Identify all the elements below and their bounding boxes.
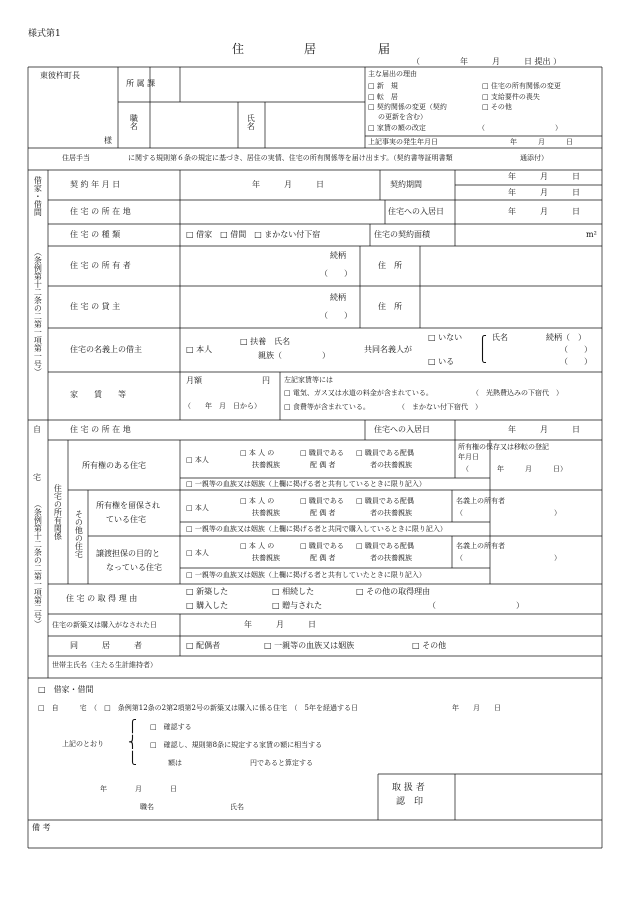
reg-date: （ 年 月 日）	[462, 465, 567, 473]
own-location-label: 住 宅 の 所 在 地	[70, 425, 131, 434]
own-staff-d: 者の扶養親族	[370, 461, 412, 469]
own-dep-b: 扶養親族	[252, 461, 280, 469]
incl-heading: 左記家賃等には	[284, 376, 333, 384]
res-staff-d: 者の扶養親族	[370, 509, 412, 517]
reason-rent-change: 家賃の額の改定	[376, 124, 426, 132]
confirm-rent: 借家・借間	[53, 685, 94, 694]
res-dep-a: 本 人 の	[248, 497, 275, 505]
handler-label: 取 扱 者	[392, 783, 425, 793]
own-staff-c: 職員である配偶	[364, 449, 414, 457]
col-staff-a: 職員である	[308, 542, 344, 550]
contract-date-label: 契 約 年 月 日	[70, 180, 121, 189]
col-dep-a: 本 人 の	[248, 542, 275, 550]
dept-label: 所 属 課	[126, 79, 156, 88]
col-nominal-paren: （ ）	[456, 554, 561, 562]
contract-date: 年 月 日	[252, 180, 324, 189]
kin-note-3: 一親等の血族又は姻族（上欄に掲げる者と共有していたときに限り記入）	[194, 571, 426, 579]
checkbox-res-staff[interactable]: □	[300, 497, 307, 505]
build-date-label: 住宅の新築又は購入がなされた日	[52, 621, 157, 629]
acq-new-build: 新築した	[196, 587, 229, 596]
checkbox-confirm-rent[interactable]: □	[38, 685, 46, 694]
seal-label: 認 印	[396, 797, 424, 807]
acq-other: その他の取得理由	[366, 587, 431, 596]
res-nominal-owner: 名義上の所有者	[456, 497, 505, 505]
staff-name-label: 氏名	[230, 803, 244, 811]
kind-options: 借家 □ 借間 □ まかない付下宿	[196, 230, 321, 239]
col-staff-c: 職員である配偶	[364, 542, 414, 550]
owner-rel-label: 続柄	[330, 251, 346, 260]
checkbox-kin-1[interactable]: □	[186, 480, 193, 488]
area-unit: m²	[586, 230, 597, 239]
kin-note-2: 一親等の血族又は姻族（上欄に掲げる者と共同で購入しているときに限り記入）	[194, 525, 447, 533]
kin-note-1: 一親等の血族又は姻族（上欄に掲げる者と共有しているときに限り記入）	[194, 480, 426, 488]
checkbox-other-acq[interactable]: □	[356, 587, 364, 596]
checkbox-own-dep[interactable]: □	[240, 449, 247, 457]
col-nominal-owner: 名義上の所有者	[456, 542, 505, 550]
confirm-brace-bottom: ⎩	[128, 751, 137, 765]
checkbox-inherit[interactable]: □	[272, 587, 280, 596]
checkbox-loss[interactable]: □	[482, 93, 489, 101]
confirm-text: 確認する	[163, 723, 192, 731]
reg-label-1: 所有権の保存又は移転の登記	[458, 443, 549, 451]
nominal-close: ）	[322, 351, 330, 360]
checkbox-purchase[interactable]: □	[186, 601, 194, 610]
checkbox-own-staff[interactable]: □	[300, 449, 307, 457]
checkbox-gift[interactable]: □	[272, 601, 280, 610]
res-staff-c: 職員である配偶	[364, 497, 414, 505]
checkbox-spouse[interactable]: □	[186, 641, 194, 650]
occur-date-label: 上記事実の発生年月日	[368, 138, 438, 146]
rent-monthly-label: 月額	[186, 376, 202, 385]
staff-title-label: 職名	[140, 803, 154, 811]
checkbox-none[interactable]: □	[428, 333, 436, 342]
checkbox-kin-2[interactable]: □	[186, 525, 193, 533]
build-date: 年 月 日	[244, 620, 316, 629]
nominal-self: 本人	[196, 345, 213, 354]
household-head-label: 世帯主氏名（主たる生計維持者）	[52, 661, 157, 669]
own-side-b: 宅	[33, 473, 41, 482]
col-self: 本人	[194, 549, 209, 557]
checkbox-self[interactable]: □	[186, 345, 194, 354]
nominal-label: 住宅の名義上の借主	[70, 345, 142, 354]
nominal-dep-name: 氏名	[274, 337, 291, 346]
rent-label: 家 賃 等	[70, 390, 126, 399]
rental-side-label: 借家・借間	[33, 176, 43, 216]
reg-label-2: 年月日	[458, 453, 479, 461]
res-self: 本人	[194, 504, 209, 512]
cohab-other: その他	[422, 641, 447, 650]
reason-move: 転 居	[376, 93, 398, 101]
checkbox-contract[interactable]: □	[368, 103, 375, 111]
res-staff-b: 配 偶 者	[310, 509, 336, 517]
checkbox-new-build[interactable]: □	[186, 587, 194, 596]
submit-date: （ 年 月 日 提出 ）	[412, 57, 562, 66]
sign-date: 年 月 日	[100, 785, 177, 793]
col-staff-d: 者の扶養親族	[370, 554, 412, 562]
co-none: いない	[438, 333, 463, 342]
checkbox-cohab-other[interactable]: □	[412, 641, 420, 650]
co-exists: いる	[438, 357, 455, 366]
name-label: 氏名	[246, 114, 256, 130]
owner-label: 住 宅 の 所 有 者	[70, 261, 131, 270]
incl-meal-note: （ まかない付下宿代 ）	[398, 403, 482, 411]
reason-contract: 契約関係の変更（契約	[376, 103, 447, 111]
owner-addr-label: 住 所	[378, 261, 402, 270]
res-staff-a: 職員である	[308, 497, 344, 505]
co-owner-label: 共同名義人が	[364, 345, 412, 354]
confirm-brace-mid: ⎨	[128, 735, 137, 749]
col-dep-b: 扶養親族	[252, 554, 280, 562]
lender-rel-paren: （ ）	[320, 311, 352, 320]
occur-date: 年 月 日	[510, 138, 573, 146]
title-char-3: 届	[378, 42, 391, 56]
brace: ⎧	[478, 335, 487, 349]
acq-gift: 贈与された	[282, 601, 323, 610]
col-staff-b: 配 偶 者	[310, 554, 336, 562]
collat-label-1: 譲渡担保の目的と	[96, 549, 160, 558]
remarks-label: 備 考	[32, 823, 51, 832]
checkbox-own-self[interactable]: □	[186, 456, 193, 464]
checkbox-confirm[interactable]: □	[150, 723, 157, 731]
own-staff-b: 配 偶 者	[310, 461, 336, 469]
checkbox-exists[interactable]: □	[428, 357, 436, 366]
checkbox-confirm-own[interactable]: □	[38, 704, 45, 712]
amount-label: 額は	[168, 759, 182, 767]
checkbox-col-dep[interactable]: □	[240, 542, 247, 550]
reason-contract-2: の更新を含む）	[378, 113, 427, 121]
incl-utility: 電気、ガス又は水道の料金が含まれている。	[292, 389, 433, 397]
confirm-calc-text: 確認し、規則第8条に規定する家賃の額に相当する	[163, 741, 323, 749]
brace-bottom: ⎩	[478, 349, 487, 363]
checkbox-rent-change[interactable]: □	[368, 124, 375, 132]
own-side-clause: （条例第十二条の二第一項第二号）	[33, 500, 43, 628]
contract-period-label: 契約期間	[390, 180, 422, 189]
job-title-label: 職名	[129, 114, 139, 130]
own-staff-a: 職員である	[308, 449, 344, 457]
title-char-1: 住	[232, 42, 245, 56]
checkbox-owner-change[interactable]: □	[482, 82, 489, 90]
reason-new: 新 規	[376, 82, 398, 90]
amount-yen: 円であると算定する	[250, 759, 313, 767]
reason-paren: （ ）	[478, 124, 562, 132]
addressee: 東彼杵町長	[40, 71, 80, 80]
location-label: 住 宅 の 所 在 地	[70, 207, 131, 216]
form-number: 様式第1	[28, 29, 61, 39]
reserved-label-1: 所有権を留保され	[96, 501, 160, 510]
reserved-label-2: ている住宅	[106, 515, 146, 524]
incl-meal: 食費等が含まれている。	[292, 403, 370, 411]
movein-date: 年 月 日	[508, 207, 580, 216]
checkbox-res-self[interactable]: □	[186, 504, 193, 512]
own-movein-date: 年 月 日	[508, 425, 580, 434]
own-kind-label: 住宅の所有関係	[53, 484, 63, 540]
checkbox-kin[interactable]: □	[264, 641, 272, 650]
checkbox-col-self[interactable]: □	[186, 549, 193, 557]
rent-yen: 円	[262, 376, 270, 385]
confirm-own: 自 宅 （ □ 条例第12条の2第2項第2号の新築又は購入に係る住宅 （ 5年を経過する日	[51, 704, 358, 712]
co-rel-label: 続柄（ ）	[546, 333, 586, 342]
checkbox-res-dep[interactable]: □	[240, 497, 247, 505]
reason-other: その他	[490, 103, 512, 111]
cohab-kin: 一親等の血族又は姻族	[274, 641, 355, 650]
rental-side-clause: （条例第十二条の二第一項第一号）	[33, 248, 43, 376]
movein-label: 住宅への入居日	[388, 207, 444, 216]
cohab-label: 同 居 者	[70, 641, 142, 650]
checkbox-own-staff-dep[interactable]: □	[356, 449, 363, 457]
acq-label: 住 宅 の 取 得 理 由	[66, 594, 138, 603]
lender-addr-label: 住 所	[378, 302, 402, 311]
checkbox-col-staff-dep[interactable]: □	[356, 542, 363, 550]
own-movein-label: 住宅への入居日	[374, 425, 430, 434]
own-dep-a: 本 人 の	[248, 449, 275, 457]
area-label: 住宅の契約面積	[374, 230, 430, 239]
checkbox-kin-3[interactable]: □	[186, 571, 193, 579]
own-other-label: その他の住宅	[74, 510, 84, 558]
notice-c: 通添付）	[520, 154, 548, 162]
as-above: 上記のとおり	[62, 740, 104, 748]
own-self: 本人	[194, 456, 209, 464]
checkbox-house[interactable]: □	[186, 230, 194, 239]
checkbox-move[interactable]: □	[368, 93, 375, 101]
nominal-dep: 扶養	[250, 337, 267, 346]
lender-rel-label: 続柄	[330, 293, 346, 302]
reason-owner-change: 住宅の所有関係の変更	[490, 82, 561, 90]
honorific: 様	[104, 136, 112, 145]
acq-purchase: 購入した	[196, 601, 229, 610]
cohab-spouse: 配偶者	[196, 641, 221, 650]
rent-from: （ 年 月 日から）	[184, 402, 261, 410]
owned-label: 所有権のある住宅	[82, 461, 146, 470]
checkbox-res-staff-dep[interactable]: □	[356, 497, 363, 505]
res-dep-b: 扶養親族	[252, 509, 280, 517]
checkbox-meal[interactable]: □	[284, 403, 291, 411]
collat-label-2: なっている住宅	[106, 563, 162, 572]
checkbox-other[interactable]: □	[482, 103, 489, 111]
checkbox-dependent[interactable]: □	[240, 337, 248, 346]
acq-inherit: 相続した	[282, 587, 315, 596]
period-from: 年 月 日	[508, 172, 580, 181]
title-char-2: 居	[304, 42, 317, 56]
lender-label: 住 宅 の 貸 主	[70, 302, 121, 311]
own-side-a: 自	[33, 425, 41, 434]
checkbox-col-staff[interactable]: □	[300, 542, 307, 550]
checkbox-confirm-calc[interactable]: □	[150, 741, 157, 749]
co-rel-paren-3: （ ）	[560, 357, 592, 366]
co-rel-paren-2: （ ）	[560, 345, 592, 354]
owner-rel-paren: （ ）	[320, 269, 352, 278]
checkbox-new[interactable]: □	[368, 82, 375, 90]
res-nominal-paren: （ ）	[456, 509, 561, 517]
acq-paren: （ ）	[428, 601, 524, 610]
reason-heading: 主な届出の理由	[368, 70, 417, 78]
reason-loss: 支給要件の喪失	[490, 93, 540, 101]
confirm-own-date: 年 月 日	[452, 704, 501, 712]
checkbox-utility[interactable]: □	[284, 389, 291, 397]
notice-a: 住居手当	[62, 154, 90, 162]
nominal-kin: 親族（	[258, 351, 282, 360]
period-to: 年 月 日	[508, 188, 580, 197]
co-name-label: 氏名	[492, 333, 508, 342]
incl-utility-note: （ 光熱費込みの下宿代 ）	[472, 389, 563, 397]
kind-label: 住 宅 の 種 類	[70, 230, 121, 239]
confirm-brace-top: ⎧	[128, 719, 137, 733]
notice-b: に関する規則第６条の規定に基づき、居住の実情、住宅の所有関係等を届け出ます。（契約書等証明書類	[128, 154, 453, 162]
